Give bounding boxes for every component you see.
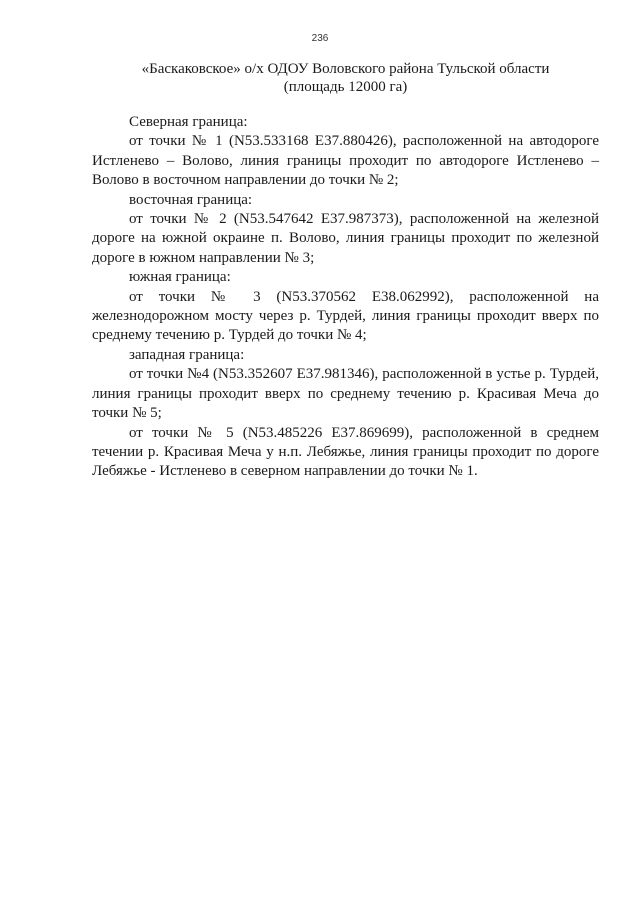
section-heading-south: южная граница: [129,269,231,286]
section-paragraph-south: от точки № 3 (N53.370562 E38.062992), расположенной на железнодорожном мосту через р. Турдей, линия границы проходит вверх по среднему течению р. Турдей до точки № 4; [92,288,599,344]
section-paragraph-west-2: от точки № 5 (N53.485226 E37.869699), расположенной в среднем течении р. Красивая Меча у н.п. Лебяжье, линия границы проходит по дороге Лебяжье - Истленево в северном направлении до точки № 1. [92,424,599,480]
page-number: 236 [311,33,329,44]
section-paragraph-west-1: от точки №4 (N53.352607 E37.981346), расположенной в устье р. Турдей, линия границы проходит вверх по среднему течению р. Красивая Меча до точки № 5; [92,366,599,422]
section-paragraph-north: от точки № 1 (N53.533168 E37.880426), расположенной на автодороге Истленево – Волово, линия границы проходит по автодороге Истленево – Волово в восточном направлении до точки № 2; [92,133,599,189]
section-heading-east: восточная граница: [129,191,253,208]
document-title [92,60,599,96]
section-paragraph-east: от точки № 2 (N53.547642 E37.987373), расположенной на железной дороге на южной окраине п. Волово, линия границы проходит по железной дороге в южном направлении № 3; [92,211,599,266]
section-heading-west: западная граница: [129,346,245,363]
boundary-description [92,113,599,482]
section-heading-north: Северная граница: [129,114,248,130]
title-line-1: «Баскаковское» о/х ОДОУ Воловского района Тульской области [141,61,550,77]
title-line-2: (площадь 12000 га) [283,79,408,95]
